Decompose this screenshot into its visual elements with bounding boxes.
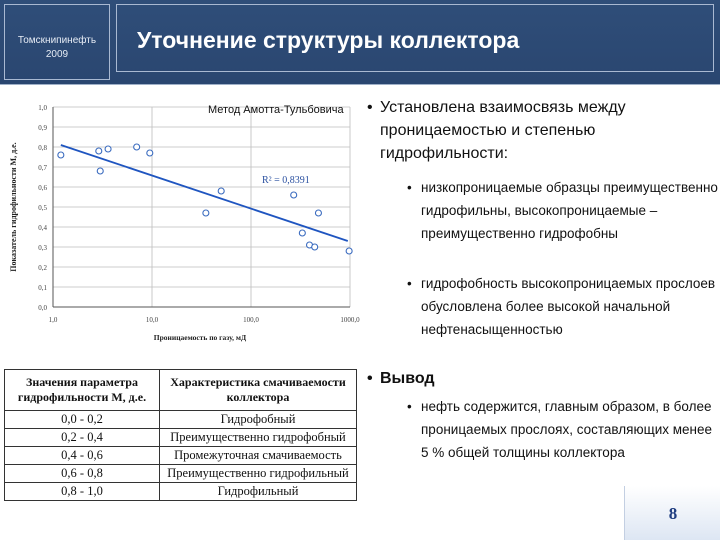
page-number-box <box>624 486 720 540</box>
data-point <box>291 192 297 198</box>
y-tick-label: 0,8 <box>38 144 47 152</box>
org-box <box>4 4 110 80</box>
table-cell-range: 0,8 - 1,0 <box>5 483 160 501</box>
bullet-dot: • <box>407 180 412 195</box>
bullet-dot: • <box>367 370 373 387</box>
data-point <box>97 168 103 174</box>
table-header-wettability: Характеристика смачиваемости коллектора <box>160 370 357 411</box>
x-tick-label: 1000,0 <box>340 316 360 324</box>
table-cell-type: Гидрофобный <box>160 411 357 429</box>
table-row <box>5 411 357 429</box>
bullet-dot: • <box>407 399 412 414</box>
org-name: Томскнипинефть <box>17 35 97 46</box>
table-cell-range: 0,6 - 0,8 <box>5 465 160 483</box>
slide-title: Уточнение структуры коллектора <box>137 27 520 53</box>
table-row <box>5 429 357 447</box>
scatter-chart <box>0 88 370 358</box>
table-cell-range: 0,0 - 0,2 <box>5 411 160 429</box>
y-tick-label: 0,1 <box>38 284 47 292</box>
x-axis-label: Проницаемость по газу, мД <box>153 333 247 342</box>
y-axis-label: Показатель гидрофильности М, д.е. <box>9 142 18 272</box>
data-point <box>218 188 224 194</box>
data-point <box>147 150 153 156</box>
table-row <box>5 465 357 483</box>
bullet-text: низкопроницаемые образцы преимущественно гидрофильны, высокопроницаемые – преимущественно гидрофобны <box>421 180 718 241</box>
bullet-text: Установлена взаимосвязь между проницаемостью и степенью гидрофильности: <box>380 99 626 162</box>
y-tick-label: 0,6 <box>38 184 47 192</box>
table-cell-type: Гидрофильный <box>160 483 357 501</box>
data-point <box>315 210 321 216</box>
y-tick-label: 0,2 <box>38 264 47 272</box>
y-tick-label: 0,3 <box>38 244 47 252</box>
wettability-table <box>4 369 357 501</box>
table-row <box>5 447 357 465</box>
y-tick-label: 0,5 <box>38 204 47 212</box>
header-bar <box>0 0 720 85</box>
table-row <box>5 483 357 501</box>
table-cell-type: Преимущественно гидрофобный <box>160 429 357 447</box>
table-header-row <box>5 370 357 411</box>
x-tick-label: 1,0 <box>48 316 58 324</box>
table-cell-range: 0,4 - 0,6 <box>5 447 160 465</box>
r2-label: R² = 0,8391 <box>262 175 310 186</box>
title-box <box>116 4 714 72</box>
y-tick-label: 0,4 <box>38 224 47 232</box>
data-point <box>299 230 305 236</box>
chart-caption: Метод Амотта-Тульбовича <box>208 104 344 116</box>
bullet-text: гидрофобность высокопроницаемых прослоев обусловлена более высокой начальной нефтенасыщенностью <box>421 276 716 337</box>
data-point <box>312 244 318 250</box>
y-tick-label: 1,0 <box>38 104 47 112</box>
bullet-text: нефть содержится, главным образом, в более проницаемых прослоях, составляющих менее 5 % общей толщины коллектора <box>421 399 713 460</box>
table-cell-range: 0,2 - 0,4 <box>5 429 160 447</box>
org-year: 2009 <box>45 49 69 60</box>
bullet-text: Вывод <box>380 370 435 387</box>
data-point <box>346 248 352 254</box>
data-point <box>134 144 140 150</box>
page-number: 8 <box>668 504 678 523</box>
table-cell-type: Промежуточная смачиваемость <box>160 447 357 465</box>
data-point <box>105 146 111 152</box>
x-tick-label: 10,0 <box>145 316 159 324</box>
y-tick-label: 0,9 <box>38 124 47 132</box>
y-tick-label: 0,7 <box>38 164 47 172</box>
data-point <box>96 148 102 154</box>
y-tick-label: 0,0 <box>38 304 47 312</box>
bullet-dot: • <box>367 99 373 116</box>
data-point <box>58 152 64 158</box>
bullet-dot: • <box>407 276 412 291</box>
table-header-m: Значения параметра гидрофильности М, д.е. <box>5 370 160 411</box>
table-cell-type: Преимущественно гидрофильный <box>160 465 357 483</box>
data-point <box>203 210 209 216</box>
x-tick-label: 100,0 <box>243 316 259 324</box>
